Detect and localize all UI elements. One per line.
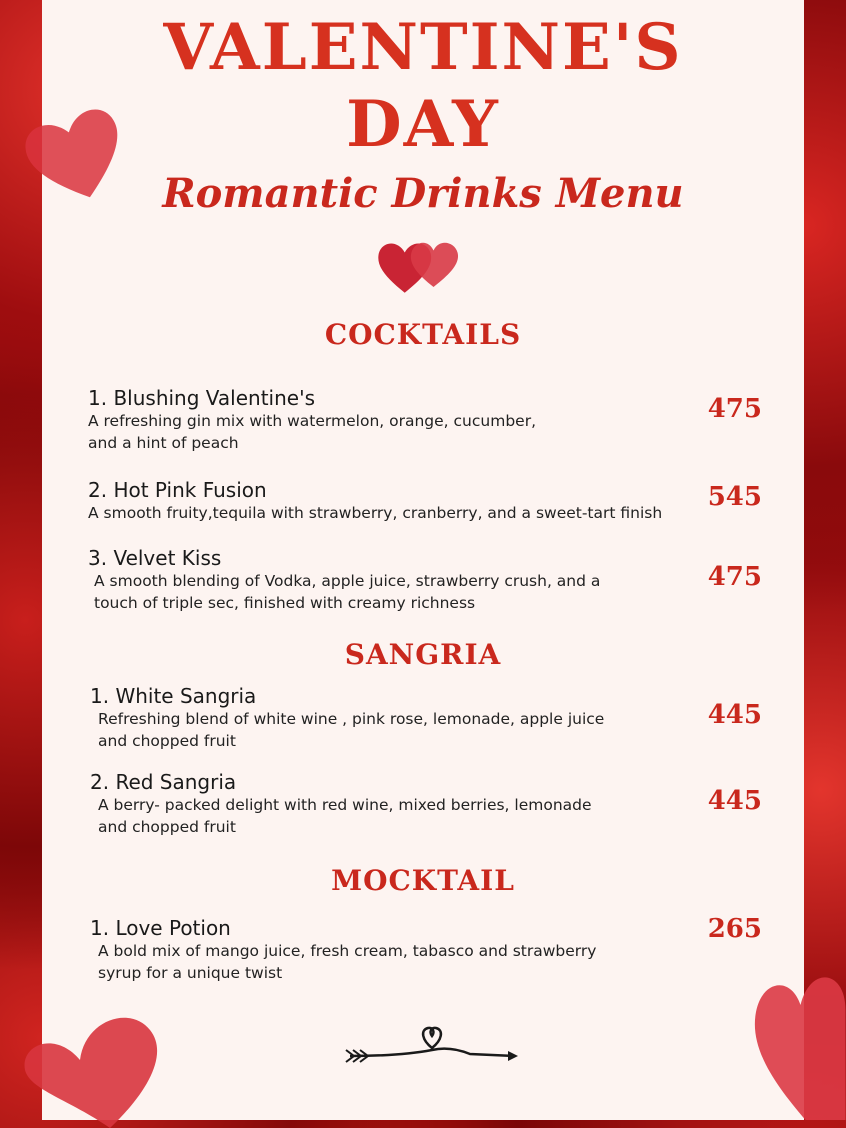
menu-item-velvet-kiss bbox=[88, 546, 748, 614]
item-name: 3. Velvet Kiss bbox=[88, 546, 222, 570]
section-title-mocktail: MOCKTAIL bbox=[331, 864, 515, 897]
heart-arrow-icon bbox=[340, 1022, 520, 1072]
menu-item-red-sangria bbox=[90, 770, 750, 838]
item-price: 265 bbox=[707, 914, 762, 944]
item-description: and a hint of peach bbox=[88, 434, 239, 452]
item-description: Refreshing blend of white wine , pink rose, lemonade, apple juice bbox=[98, 710, 605, 728]
heart-icon bbox=[745, 955, 846, 1125]
section-title-sangria: SANGRIA bbox=[344, 638, 502, 671]
title-line-2: DAY bbox=[346, 87, 500, 162]
item-price: 445 bbox=[707, 700, 762, 730]
menu-item-hot-pink-fusion bbox=[88, 478, 748, 524]
menu-subtitle: Romantic Drinks Menu bbox=[162, 170, 684, 217]
double-heart-icon bbox=[374, 228, 470, 298]
menu-item-white-sangria bbox=[90, 684, 750, 752]
item-name: 1. Blushing Valentine's bbox=[88, 386, 315, 410]
item-name: 1. Love Potion bbox=[90, 916, 231, 940]
item-description: A smooth fruity,tequila with strawberry, cranberry, and a sweet-tart finish bbox=[88, 504, 663, 522]
item-name: 1. White Sangria bbox=[90, 684, 257, 708]
item-description: and chopped fruit bbox=[98, 818, 236, 836]
item-description: A smooth blending of Vodka, apple juice, strawberry crush, and a bbox=[94, 572, 601, 590]
item-price: 475 bbox=[707, 394, 762, 424]
menu-item-blushing-valentines bbox=[88, 386, 748, 454]
item-description: and chopped fruit bbox=[98, 732, 236, 750]
item-price: 475 bbox=[707, 562, 762, 592]
item-price: 545 bbox=[707, 482, 762, 512]
menu-item-love-potion bbox=[90, 916, 750, 984]
item-name: 2. Hot Pink Fusion bbox=[88, 478, 267, 502]
title-line-1: VALENTINE'S bbox=[163, 10, 683, 85]
item-description: A berry- packed delight with red wine, mixed berries, lemonade bbox=[98, 796, 592, 814]
item-description: A bold mix of mango juice, fresh cream, tabasco and strawberry bbox=[98, 942, 597, 960]
item-description: touch of triple sec, finished with creamy richness bbox=[94, 594, 476, 612]
item-price: 445 bbox=[707, 786, 762, 816]
item-description: syrup for a unique twist bbox=[98, 964, 283, 982]
item-name: 2. Red Sangria bbox=[90, 770, 237, 794]
item-description: A refreshing gin mix with watermelon, orange, cucumber, bbox=[88, 412, 536, 430]
section-title-cocktails: COCKTAILS bbox=[324, 318, 522, 351]
heart-icon bbox=[10, 1000, 210, 1128]
